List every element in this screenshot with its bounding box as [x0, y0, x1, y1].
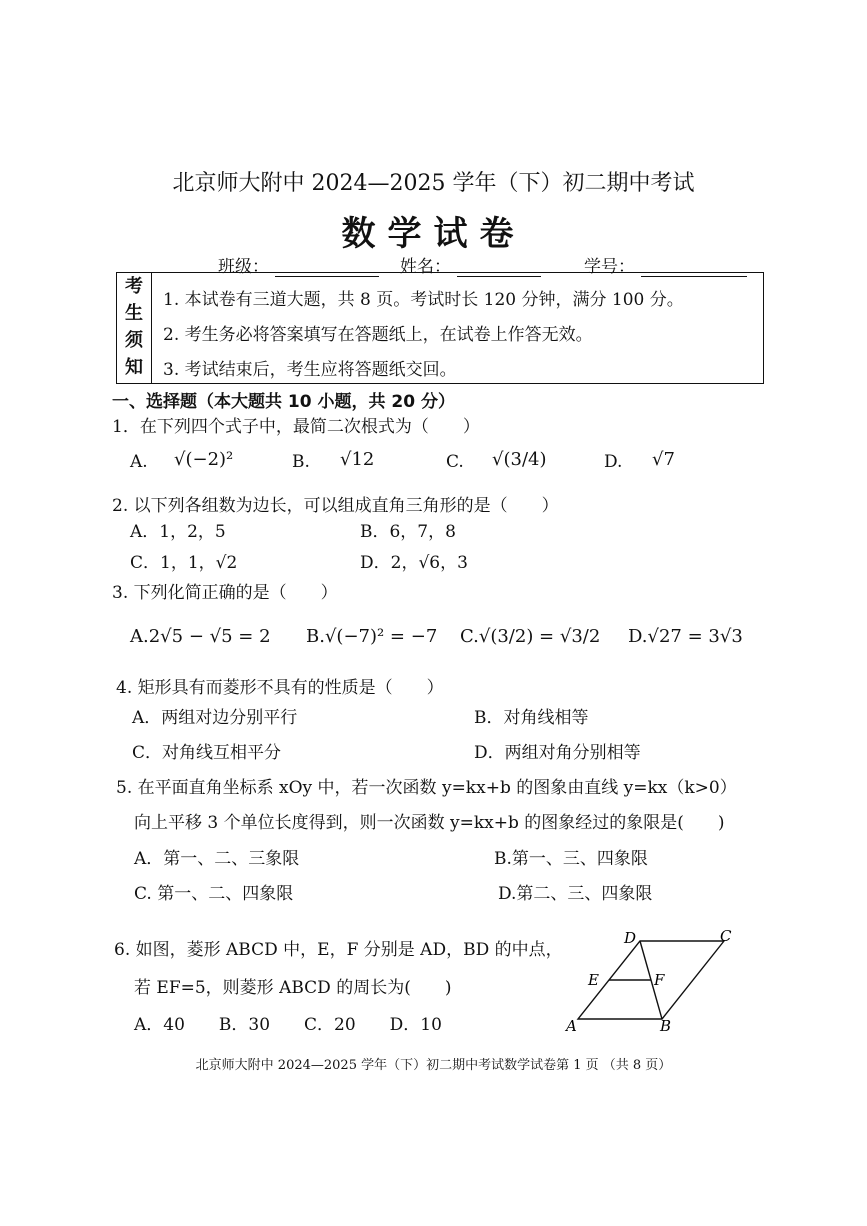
- q4-option-d: D．两组对角分别相等: [474, 743, 641, 763]
- q2-option-c: C．1，1，√2: [130, 553, 238, 573]
- label-b: B: [660, 1017, 672, 1035]
- q5-option-c: C. 第一、二、四象限: [134, 884, 294, 904]
- q2-option-b: B．6，7，8: [360, 522, 456, 542]
- label-e: E: [588, 971, 599, 989]
- q1-option-c-label: C.: [446, 452, 464, 472]
- q5-option-b: B.第一、三、四象限: [494, 849, 648, 869]
- q2-option-d: D．2，√6，3: [360, 553, 468, 573]
- notice-line-3: 3. 考试结束后，考生应将答题纸交回。: [163, 360, 457, 380]
- q4-stem: 4. 矩形具有而菱形不具有的性质是（ ）: [116, 678, 444, 698]
- q1-option-c: √(3/4): [492, 449, 547, 470]
- section-heading: 一、选择题（本大题共 10 小题，共 20 分）: [112, 392, 455, 412]
- label-a: A: [566, 1017, 577, 1035]
- label-c: C: [720, 927, 732, 945]
- page-footer: 北京师大附中 2024—2025 学年（下）初二期中考试数学试卷第 1 页 （共 8 页）: [195, 1058, 672, 1073]
- notice-side-label: 考 生 须 知: [117, 273, 152, 383]
- q3-option-d: D.√27 = 3√3: [628, 626, 743, 647]
- q2-option-a: A．1，2，5: [130, 522, 226, 542]
- label-f: F: [654, 971, 665, 989]
- q1-option-b-label: B.: [292, 452, 310, 472]
- q3-option-b: B.√(−7)² = −7: [306, 626, 438, 647]
- q1-option-d-label: D.: [604, 452, 623, 472]
- q5-stem-line-1: 5. 在平面直角坐标系 xOy 中，若一次函数 y=kx+b 的图象由直线 y=kx（k>0）: [116, 778, 737, 798]
- q5-stem-line-2: 向上平移 3 个单位长度得到，则一次函数 y=kx+b 的图象经过的象限是( ): [134, 813, 725, 833]
- name-label: 姓名：: [400, 257, 451, 277]
- q4-option-a: A．两组对边分别平行: [132, 708, 298, 728]
- id-label: 学号：: [584, 257, 635, 277]
- q3-option-a: A.2√5 − √5 = 2: [130, 626, 271, 647]
- q1-stem: 1．在下列四个式子中，最简二次根式为（ ）: [112, 417, 480, 437]
- notice-line-2: 2. 考生务必将答案填写在答题纸上，在试卷上作答无效。: [163, 325, 593, 345]
- notice-line-1: 1. 本试卷有三道大题，共 8 页。考试时长 120 分钟，满分 100 分。: [163, 290, 684, 310]
- label-d: D: [624, 929, 637, 947]
- rhombus-figure: [560, 925, 760, 1037]
- q1-option-d: √7: [652, 449, 675, 470]
- q1-option-b: √12: [340, 449, 375, 470]
- q3-stem: 3. 下列化简正确的是（ ）: [112, 583, 338, 603]
- q6-stem-line-2: 若 EF=5，则菱形 ABCD 的周长为( ): [134, 978, 452, 998]
- exam-subtitle: 数学试卷: [341, 214, 526, 254]
- q1-option-a-label: A.: [130, 452, 148, 472]
- q6-options: A．40 B．30 C．20 D．10: [134, 1015, 442, 1035]
- notice-box: [116, 272, 764, 384]
- q5-option-d: D.第二、三、四象限: [498, 884, 653, 904]
- q6-stem-line-1: 6. 如图，菱形 ABCD 中，E，F 分别是 AD，BD 的中点，: [114, 940, 563, 960]
- exam-title: 北京师大附中 2024—2025 学年（下）初二期中考试: [172, 171, 695, 196]
- q5-option-a: A．第一、二、三象限: [134, 849, 300, 869]
- q4-option-c: C．对角线互相平分: [132, 743, 282, 763]
- q2-stem: 2. 以下列各组数为边长，可以组成直角三角形的是（ ）: [112, 496, 559, 516]
- q1-option-a: √(−2)²: [174, 449, 234, 470]
- q4-option-b: B．对角线相等: [474, 708, 589, 728]
- q3-option-c: C.√(3/2) = √3/2: [460, 626, 601, 647]
- class-label: 班级：: [218, 257, 269, 277]
